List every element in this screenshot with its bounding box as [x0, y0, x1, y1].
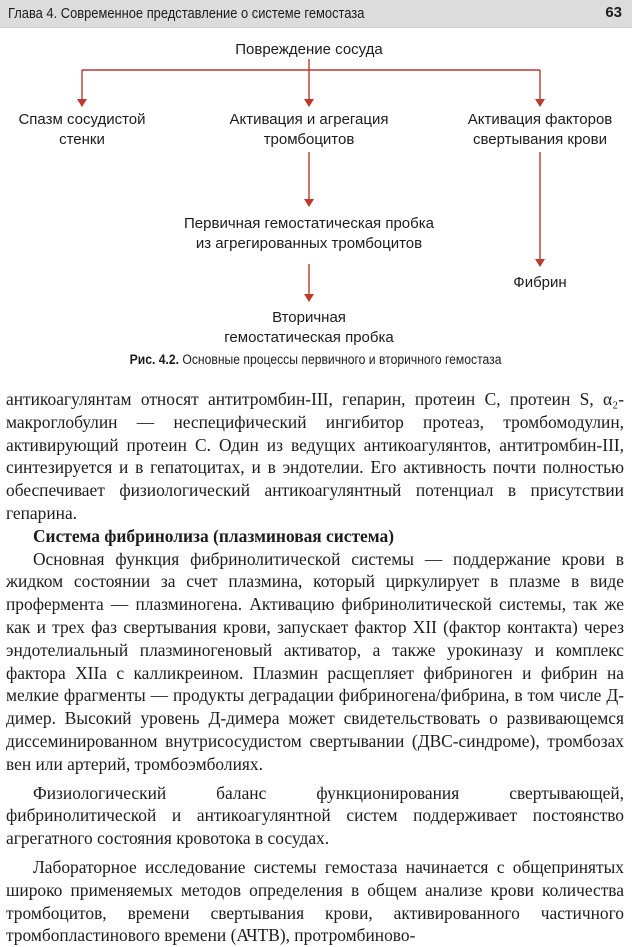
body-text	[6, 388, 624, 947]
figure-caption	[0, 352, 632, 367]
node-factor-activation: Активация факторов свертывания крови	[467, 111, 613, 148]
paragraph-balance: Физиологический баланс функционирования свертывающей, фибринолитической и антикоагулянтной систем поддерживает постоянство агрегатного состояния кровотока в сосудах.	[6, 782, 624, 849]
node-vascular-spasm: Спазм сосудистой стенки	[18, 111, 146, 148]
hemostasis-diagram	[0, 28, 632, 358]
section-heading-fibrinolysis: Система фибринолиза (плазминовая система)	[33, 525, 394, 546]
paragraph-fibrinolysis: Основная функция фибринолитической системы — поддержание крови в жидком состоянии за счет плазмина, который циркулирует в плазме в виде профермента — плазминогена. Активацию фибринолитической системы, так же как и трех фаз свертывания крови, запускает фактор XII (фактор контакта) через эндотелиальный плазминогеновый активатор, а также урокиназу и комплекс фактора XIIa с калликреином. Плазмин расщепляет фибриноген и фибрин на мелкие фрагменты — продукты деградации фибриногена/фибрина, в том числе Д-димер. Высокий уровень Д-димера может свидетельствовать о развивающемся диссеминированном внутрисосудистом свертывании (ДВС-синдроме), тромбозах вен или артерий, тромбоэмболиях.	[6, 548, 624, 774]
running-header	[0, 0, 632, 28]
node-primary-plug: Первичная гемостатическая пробка из агрегированных тромбоцитов	[184, 215, 434, 252]
paragraph-anticoagulants: антикоагулянтам относят антитромбин-III, гепарин, протеин С, протеин S, α₂-макроглобулин — неспецифический ингибитор протеаз, тромбомодулин, активирующий протеин С. Один из ведущих антикоагулянтов, антитромбин-III, синтезируется и в гепатоцитах, и в эндотелии. Его активность почти полностью обеспечивает физиологический антикоагулянтный потенциал в присутствии гепарина.	[6, 389, 624, 523]
node-vessel-damage: Повреждение сосуда	[235, 41, 383, 58]
paragraph-lab-tests: Лабораторное исследование системы гемостаза начинается с общепринятых широко применяемых методов определения в общем анализе крови количества тромбоцитов, времени свертывания крови, активированного частичного тромбопластинового времени (АЧТВ), протромбиново-	[6, 856, 624, 946]
caption-text: Основные процессы первичного и вторичного гемостаза	[182, 352, 502, 367]
page-number: 63	[605, 4, 622, 21]
node-secondary-plug: Вторичная гемостатическая пробка	[224, 309, 394, 346]
node-fibrin: Фибрин	[513, 274, 567, 291]
chapter-title: Глава 4. Современное представление о системе гемостаза	[8, 5, 365, 22]
node-platelet-activation: Активация и агрегация тромбоцитов	[229, 111, 389, 148]
caption-label: Рис. 4.2.	[130, 352, 180, 367]
